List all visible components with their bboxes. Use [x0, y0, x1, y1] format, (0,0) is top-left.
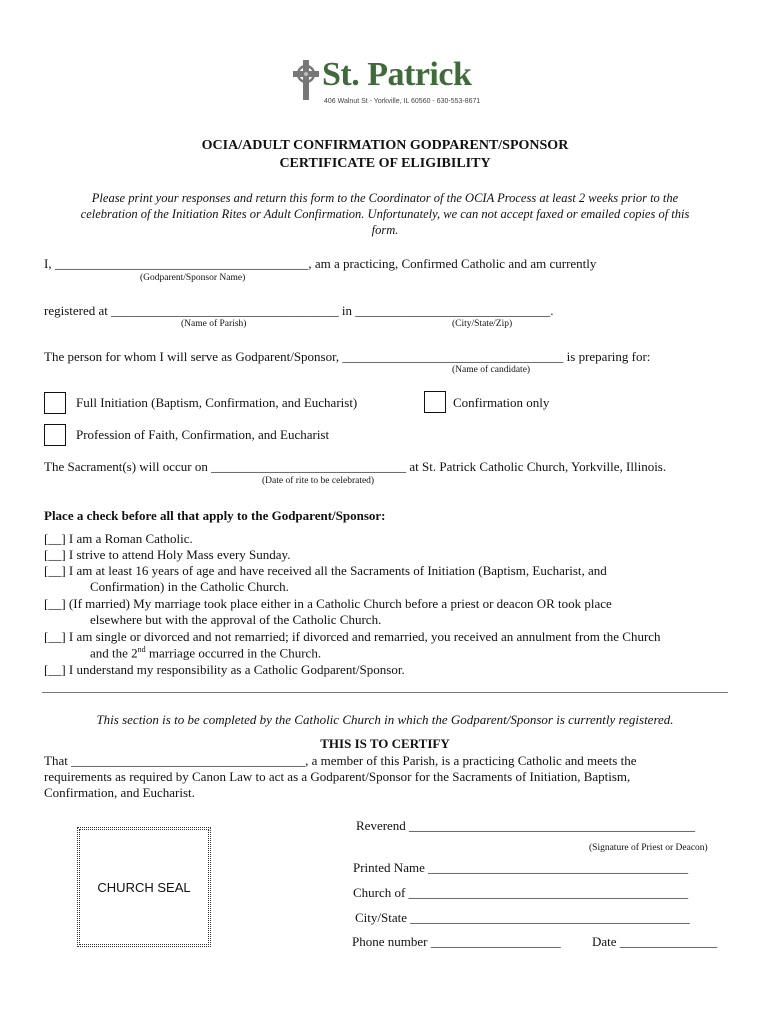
church-of-line[interactable]: Church of ___________________________________________: [353, 885, 689, 900]
checklist-item-single[interactable]: [__] I am single or divorced and not remarried; if divorced and remarried, you received an annulment from the Church: [44, 629, 661, 644]
section-divider: [42, 692, 728, 693]
checklist-item-responsibility[interactable]: [__] I understand my responsibility as a Catholic Godparent/Sponsor.: [44, 662, 405, 677]
checklist-item-roman-catholic[interactable]: [__] I am a Roman Catholic.: [44, 531, 193, 546]
certify-line-1[interactable]: That ____________________________________, a member of this Parish, is a practicing Catholic and meets the: [44, 753, 637, 768]
form-title: OCIA/ADULT CONFIRMATION GODPARENT/SPONSOR: [201, 138, 569, 153]
full-initiation-label: Full Initiation (Baptism, Confirmation, and Eucharist): [76, 395, 358, 410]
profession-label: Profession of Faith, Confirmation, and Eucharist: [76, 427, 330, 442]
checklist-item-marriage-cont: elsewhere but with the approval of the Catholic Church.: [90, 612, 382, 627]
logo-address: 406 Walnut St - Yorkville, IL 60560 - 630-553-8671: [324, 98, 481, 105]
certify-note: This section is to be completed by the Catholic Church in which the Godparent/Sponsor is currently registered.: [96, 712, 674, 727]
intro-line-1: Please print your responses and return this form to the Coordinator of the OCIA Process at least 2 weeks prior to the: [91, 191, 679, 205]
city-caption: (City/State/Zip): [452, 319, 513, 329]
checklist-item-sacraments[interactable]: [__] I am at least 16 years of age and have received all the Sacraments of Initiation (Baptism, Eucharist, and: [44, 563, 607, 578]
celtic-cross-icon: [290, 58, 322, 102]
intro-line-2: celebration of the Initiation Rites or Adult Confirmation. Unfortunately, we can not accept faxed or emailed copies of this: [80, 207, 690, 221]
checklist-item-mass[interactable]: [__] I strive to attend Holy Mass every Sunday.: [44, 547, 291, 562]
certify-line-2: requirements as required by Canon Law to act as a Godparent/Sponsor for the Sacraments of Initiation, Baptism,: [44, 769, 631, 784]
form-subtitle: CERTIFICATE OF ELIGIBILITY: [279, 156, 491, 171]
candidate-line[interactable]: The person for whom I will serve as Godparent/Sponsor, __________________________________ is preparing for:: [44, 349, 651, 364]
candidate-caption: (Name of candidate): [452, 365, 531, 375]
sacrament-date-line[interactable]: The Sacrament(s) will occur on ______________________________ at St. Patrick Catholic Church, Yorkville, Illinois.: [44, 459, 667, 474]
phone-number-line[interactable]: Phone number ____________________: [352, 934, 561, 949]
date-line[interactable]: Date _______________: [592, 934, 718, 949]
sacrament-date-caption: (Date of rite to be celebrated): [262, 476, 375, 486]
checklist-heading: Place a check before all that apply to the Godparent/Sponsor:: [44, 508, 386, 523]
certify-heading: THIS IS TO CERTIFY: [320, 736, 450, 751]
logo-name: St. Patrick: [322, 56, 472, 93]
confirmation-only-checkbox[interactable]: [424, 391, 446, 413]
sponsor-name-caption: (Godparent/Sponsor Name): [140, 273, 246, 283]
church-seal-label: CHURCH SEAL: [97, 880, 191, 895]
signature-caption: (Signature of Priest or Deacon): [589, 843, 708, 853]
checklist-item-sacraments-cont: Confirmation) in the Catholic Church.: [90, 579, 289, 594]
intro-line-3: form.: [371, 223, 399, 237]
full-initiation-checkbox[interactable]: [44, 392, 66, 414]
certify-line-3: Confirmation, and Eucharist.: [44, 785, 195, 800]
checklist-item-marriage[interactable]: [__] (If married) My marriage took place either in a Catholic Church before a priest or deacon OR took place: [44, 596, 612, 611]
city-state-line[interactable]: City/State ___________________________________________: [355, 910, 690, 925]
checklist-item-single-cont: and the 2nd marriage occurred in the Church.: [90, 645, 322, 661]
confirmation-only-label: Confirmation only: [453, 395, 550, 410]
reverend-signature-line[interactable]: Reverend ____________________________________________: [356, 818, 696, 833]
church-seal-box: [77, 827, 211, 947]
parish-line[interactable]: registered at ___________________________________ in ______________________________.: [44, 303, 554, 318]
sponsor-name-line[interactable]: I, _______________________________________, am a practicing, Confirmed Catholic and am currently: [44, 256, 597, 271]
profession-checkbox[interactable]: [44, 424, 66, 446]
parish-logo: [290, 58, 490, 108]
parish-caption: (Name of Parish): [181, 319, 247, 329]
printed-name-line[interactable]: Printed Name ________________________________________: [353, 860, 689, 875]
